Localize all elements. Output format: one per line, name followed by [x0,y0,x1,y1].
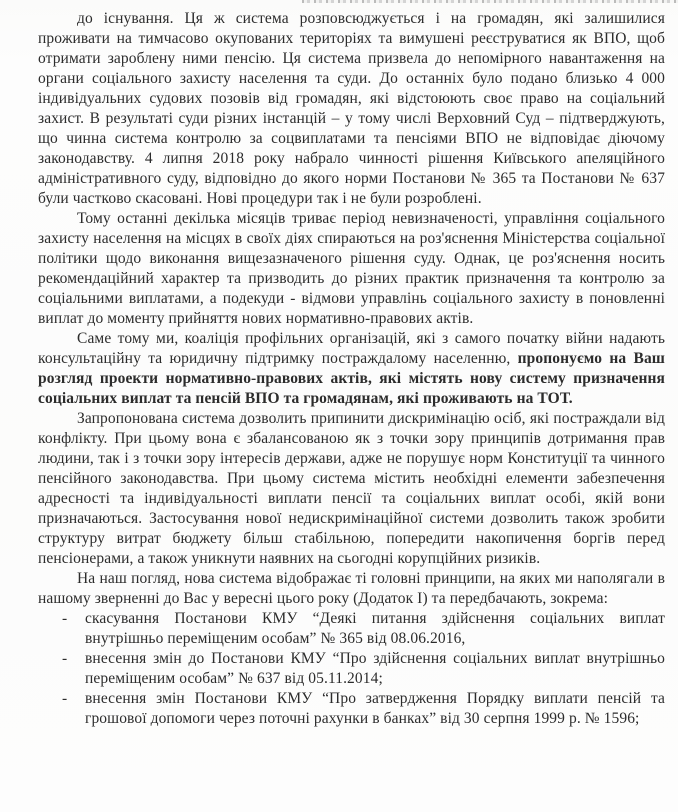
dash-bullet-icon: - [62,610,68,627]
paragraph-proposed-system-benefits: Запропонована система дозволить припинити дискримінацію осіб, які постраждали від конфлікту. При цьому вона є збалансованою як з точки зору принципів дотримання прав людини, так і з точки зору інтересів держави, адже не порушує норм Конституції та чинного пенсійного законодавства. При цьому система містить необхідні елементи забезпечення адресності та індивідуальності виплати пенсії та соціальних виплат особі, якій вони призначаються. Застосування нової недискримінаційної системи дозволить також зробити структуру витрат бюджету більш стабільною, попередити накопичення боргів перед пенсіонерами, а також уникнути наявних на сьогодні корупційних ризиків. [38,410,665,567]
paragraph-period-of-uncertainty: Тому останні декілька місяців триває період невизначеності, управління соціального захисту населення на місцях в своїх діях спираються на роз'яснення Міністерства соціальної політики щодо виконання вищезазначеного рішення суду. Однак, це роз'яснення носить рекомендаційний характер та призводить до різних практик призначення та контролю за соціальними виплатами, а подекуди - відмови управлінь соціального захисту в поновленні виплат до моменту прийняття нових нормативно-правових актів. [38,210,665,327]
list-item-text-resolution-1596: внесення змін Постанови КМУ “Про затвердження Порядку виплати пенсій та грошової допомоги через поточні рахунки в банках” від 30 серпня 1999 р. № 1596; [85,690,665,727]
proposed-acts-list [38,609,665,729]
scan-edge-artifact [302,0,678,3]
list-item-text-resolution-365: скасування Постанови КМУ “Деякі питання здійснення соціальних виплат внутрішньо переміщеним особам” № 365 від 08.06.2016, [85,610,665,647]
list-item [38,649,665,689]
paragraph-system-background: до існування. Ця ж система розповсюджується і на громадян, які залишилися проживати на тимчасово окупованих територіях та вимушені реєструватися як ВПО, щоб отримати зароблену ними пенсію. Ця система призвела до непомірного навантаження на органи соціального захисту населення та суди. До останніх було подано близько 4 000 індивідуальних судових позовів від громадян, які відстоюють своє право на соціальний захист. В результаті суди різних інстанцій – у тому числі Верховний Суд – підтверджують, що чинна система контролю за соцвиплатами та пенсіями ВПО не відповідає діючому законодавству. 4 липня 2018 року набрало чинності рішення Київського апеляційного адміністративного суду, відповідно до якого норми Постанови № 365 та Постанови № 637 були частково скасовані. Нові процедури так і не були розроблені. [38,10,665,207]
document-text-block [38,9,665,729]
list-item [38,609,665,649]
paragraph-coalition-proposal-lead: Саме тому ми, коаліція профільних організацій, які з самого початку війни надають консультаційну та юридичну підтримку постраждалому населенню, [38,330,665,367]
list-item [38,689,665,729]
paragraph-coalition-proposal [38,329,665,409]
paragraph-principles-lead-in: На наш погляд, нова система відображає ті головні принципи, на яких ми наполягали в нашому зверненні до Вас у вересні цього року (Додаток І) та передбачають, зокрема: [38,570,665,607]
dash-bullet-icon: - [62,690,68,707]
paragraph-coalition-proposal-bold: пропонуємо на Ваш розгляд проекти нормативно-правових актів, які містять нову систему призначення соціальних виплат та пенсій ВПО та громадянам, які проживають на ТОТ. [38,350,665,407]
dash-bullet-icon: - [62,650,68,667]
list-item-text-resolution-637: внесення змін до Постанови КМУ “Про здійснення соціальних виплат внутрішньо переміщеним особам” № 637 від 05.11.2014; [85,650,665,687]
